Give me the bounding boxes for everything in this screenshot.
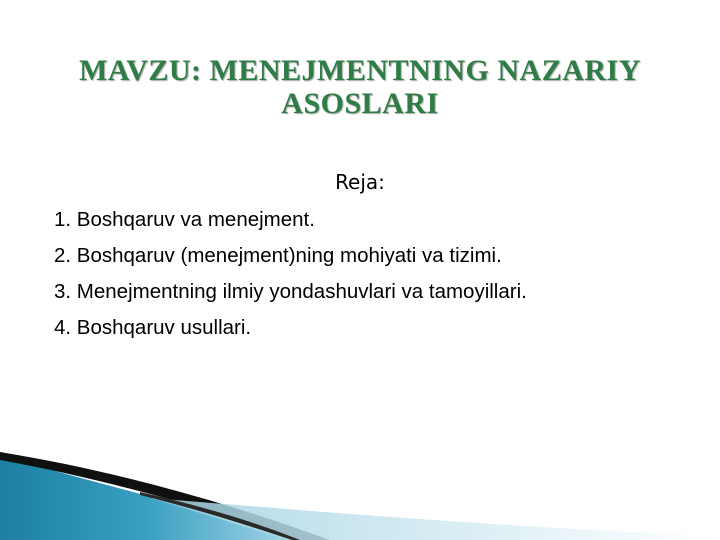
title-line-1: MAVZU: MENEJMENTNING NAZARIY bbox=[79, 54, 641, 87]
list-item: 3. Menejmentning ilmiy yondashuvlari va tamoyillari. bbox=[54, 280, 527, 303]
list-item: 1. Boshqaruv va menejment. bbox=[54, 208, 315, 231]
plan-heading: Reja: bbox=[335, 170, 385, 194]
plan-list bbox=[54, 205, 527, 349]
decorative-swoosh bbox=[0, 440, 720, 540]
title-line-2: ASOSLARI bbox=[281, 87, 439, 120]
list-item: 4. Boshqaruv usullari. bbox=[54, 316, 252, 339]
slide-title bbox=[40, 54, 680, 120]
list-item: 2. Boshqaruv (menejment)ning mohiyati va tizimi. bbox=[54, 244, 502, 267]
